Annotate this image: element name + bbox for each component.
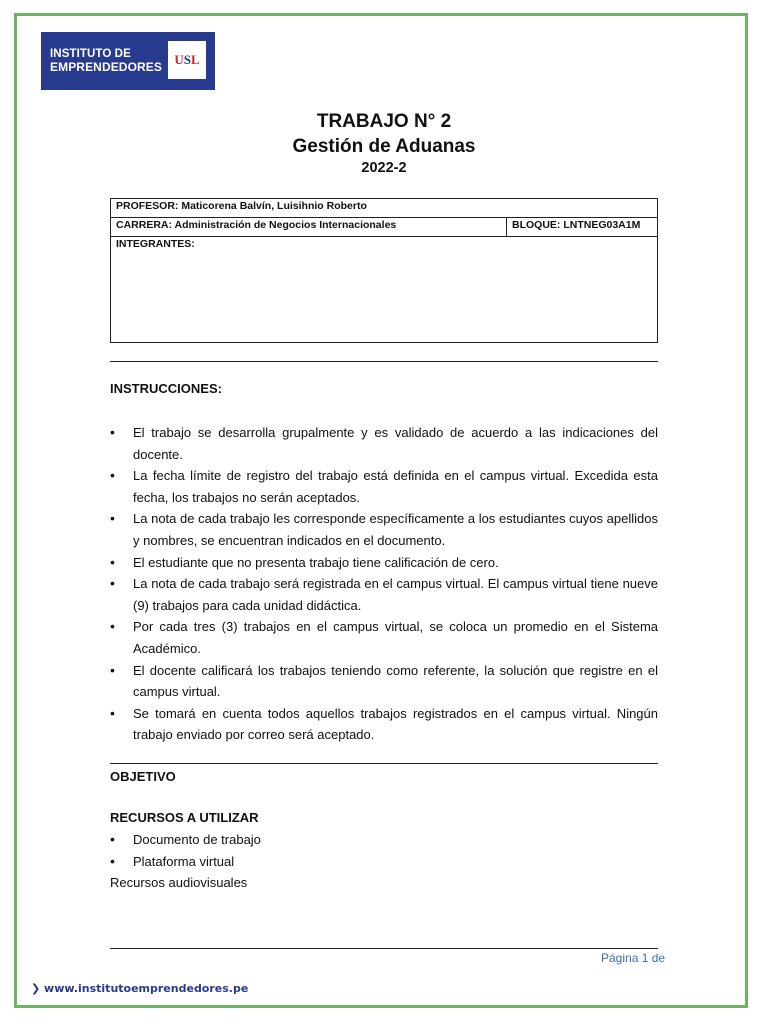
objetivo-heading: OBJETIVO	[110, 769, 176, 784]
course-name: Gestión de Aduanas	[292, 136, 476, 157]
instrucciones-heading: INSTRUCCIONES:	[110, 381, 222, 396]
page-number: Página 1 de	[601, 951, 666, 965]
list-item: • El trabajo se desarrolla grupalmente y es validado de acuerdo a las indicaciones del docente.	[110, 422, 658, 465]
seal-letter-l: L	[190, 52, 200, 67]
institute-logo	[41, 32, 215, 90]
list-item: • La nota de cada trabajo les corresponde específicamente a los estudiantes cuyos apellidos y nombres, se encuentran indicados en el documento.	[110, 508, 658, 551]
footer-url-text: www.institutoemprendedores.pe	[44, 982, 249, 995]
list-item: • Por cada tres (3) trabajos en el campus virtual, se coloca un promedio en el Sistema Académico.	[110, 616, 658, 659]
table-row	[111, 237, 658, 343]
seal-letter-u: U	[174, 52, 184, 67]
profesor-cell: PROFESOR: Maticorena Balvín, Luisihnio Roberto	[111, 199, 658, 218]
list-item: • La nota de cada trabajo será registrada en el campus virtual. El campus virtual tiene nueve (9) trabajos para cada unidad didáctica.	[110, 573, 658, 616]
table-row	[111, 218, 658, 237]
logo-line-2: EMPRENDEDORES	[50, 60, 162, 74]
list-item: • La fecha límite de registro del trabajo está definida en el campus virtual. Excedida esta fecha, los trabajos no serán aceptados.	[110, 465, 658, 508]
list-item: • Plataforma virtual	[110, 851, 658, 873]
footer-divider	[110, 948, 658, 949]
chevron-right-icon: ❯	[31, 982, 45, 995]
usil-seal-icon	[168, 41, 206, 79]
instrucciones-list	[110, 422, 658, 746]
academic-period: 2022-2	[361, 160, 407, 176]
recursos-list	[110, 829, 658, 872]
carrera-cell: CARRERA: Administración de Negocios Internacionales	[111, 218, 507, 237]
list-item: • El docente calificará los trabajos teniendo como referente, la solución que registre en el campus virtual.	[110, 660, 658, 703]
recursos-heading: RECURSOS A UTILIZAR	[110, 810, 259, 825]
footer-link[interactable]	[31, 982, 248, 995]
integrantes-cell: INTEGRANTES:	[111, 237, 658, 343]
logo-line-1: INSTITUTO DE	[50, 48, 131, 60]
seal-letter-s: S	[183, 52, 191, 67]
logo-text	[50, 48, 162, 74]
divider	[110, 763, 658, 764]
bloque-cell: BLOQUE: LNTNEG03A1M	[507, 218, 658, 237]
info-table	[110, 198, 658, 343]
list-item: • Documento de trabajo	[110, 829, 658, 851]
recursos-extra: Recursos audiovisuales	[110, 875, 248, 890]
list-item: • El estudiante que no presenta trabajo tiene calificación de cero.	[110, 552, 658, 574]
table-row	[111, 199, 658, 218]
divider	[110, 361, 658, 362]
document-title: TRABAJO N° 2	[316, 111, 452, 132]
list-item: • Se tomará en cuenta todos aquellos trabajos registrados en el campus virtual. Ningún trabajo enviado por correo será aceptado.	[110, 703, 658, 746]
